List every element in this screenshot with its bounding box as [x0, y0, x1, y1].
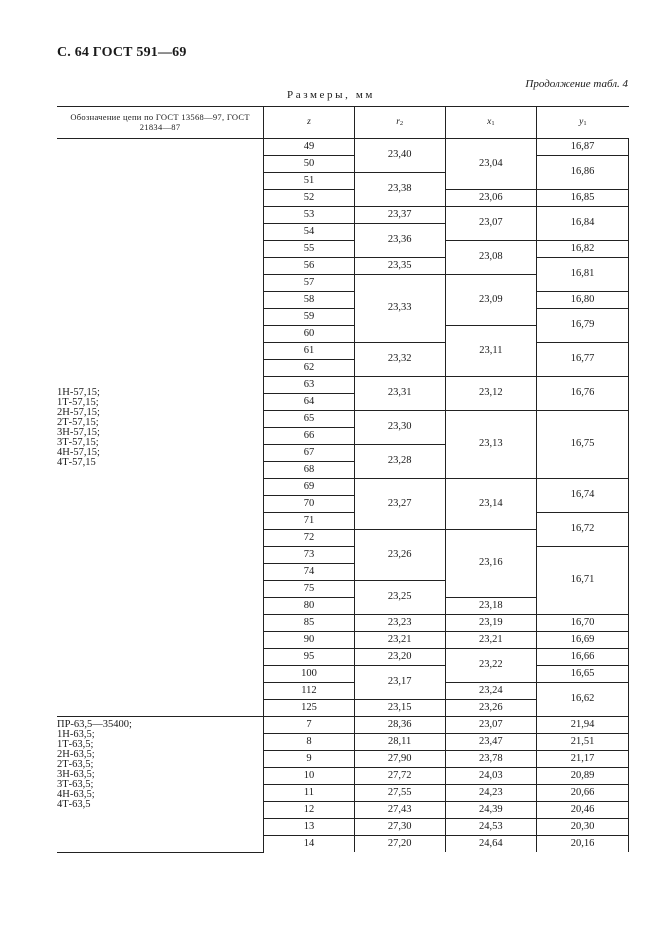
- column-header-z-symbol: z: [307, 117, 311, 128]
- r2-cell: 27,30: [354, 819, 445, 836]
- r2-cell: 23,17: [354, 666, 445, 700]
- z-cell: 12: [264, 802, 355, 819]
- chain-designation: 4Т-63,5: [57, 799, 91, 810]
- x1-cell: 23,22: [445, 649, 537, 683]
- z-cell: 64: [264, 394, 355, 411]
- x1-cell: 23,16: [445, 530, 537, 598]
- y1-cell: 16,72: [537, 513, 629, 547]
- x1-cell: 23,07: [445, 717, 537, 734]
- y1-cell: 16,74: [537, 479, 629, 513]
- z-cell: 72: [264, 530, 355, 547]
- table-row: [57, 717, 629, 734]
- x1-cell: 23,21: [445, 632, 537, 649]
- z-cell: 75: [264, 581, 355, 598]
- z-cell: 53: [264, 207, 355, 224]
- r2-cell: 27,20: [354, 836, 445, 853]
- x1-cell: 23,47: [445, 734, 537, 751]
- y1-cell: 21,94: [537, 717, 629, 734]
- column-header-y1: [537, 107, 629, 139]
- z-cell: 70: [264, 496, 355, 513]
- r2-cell: 28,36: [354, 717, 445, 734]
- z-cell: 62: [264, 360, 355, 377]
- chain-designation: 2Н-63,5;: [57, 749, 95, 760]
- table-body: [57, 139, 629, 853]
- x1-cell: 23,78: [445, 751, 537, 768]
- chain-designation: 2Т-63,5;: [57, 759, 94, 770]
- y1-cell: 21,51: [537, 734, 629, 751]
- x1-cell: 24,23: [445, 785, 537, 802]
- r2-cell: 23,15: [354, 700, 445, 717]
- chain-designation: 3Н-63,5;: [57, 769, 95, 780]
- r2-cell: 23,33: [354, 275, 445, 343]
- r2-cell: 27,72: [354, 768, 445, 785]
- z-cell: 10: [264, 768, 355, 785]
- table-header-row: [57, 107, 629, 139]
- x1-cell: 23,11: [445, 326, 537, 377]
- column-header-y1-symbol: y: [579, 117, 584, 128]
- z-cell: 69: [264, 479, 355, 496]
- z-cell: 71: [264, 513, 355, 530]
- z-cell: 9: [264, 751, 355, 768]
- chain-designation: ПР-63,5—35400;: [57, 719, 132, 730]
- x1-cell: 24,39: [445, 802, 537, 819]
- x1-cell: 23,09: [445, 275, 537, 326]
- y1-cell: 20,66: [537, 785, 629, 802]
- chain-designation: 1Н-63,5;: [57, 729, 95, 740]
- r2-cell: 23,28: [354, 445, 445, 479]
- z-cell: 14: [264, 836, 355, 853]
- z-cell: 125: [264, 700, 355, 717]
- r2-cell: 23,30: [354, 411, 445, 445]
- r2-cell: 23,23: [354, 615, 445, 632]
- x1-cell: 23,06: [445, 190, 537, 207]
- z-cell: 59: [264, 309, 355, 326]
- chain-designation-cell: [57, 717, 264, 853]
- z-cell: 73: [264, 547, 355, 564]
- y1-cell: 21,17: [537, 751, 629, 768]
- column-header-x1-index: 1: [491, 120, 495, 128]
- z-cell: 54: [264, 224, 355, 241]
- z-cell: 61: [264, 343, 355, 360]
- column-header-y1-index: 1: [583, 120, 587, 128]
- z-cell: 63: [264, 377, 355, 394]
- x1-cell: 23,14: [445, 479, 537, 530]
- r2-cell: 27,90: [354, 751, 445, 768]
- y1-cell: 16,77: [537, 343, 629, 377]
- y1-cell: 20,16: [537, 836, 629, 853]
- chain-designation: 4Н-57,15;: [57, 446, 100, 458]
- chain-designation: 1Т-57,15;: [57, 396, 99, 408]
- z-cell: 95: [264, 649, 355, 666]
- z-cell: 13: [264, 819, 355, 836]
- r2-cell: 23,37: [354, 207, 445, 224]
- r2-cell: 23,40: [354, 139, 445, 173]
- z-cell: 68: [264, 462, 355, 479]
- y1-cell: 16,66: [537, 649, 629, 666]
- z-cell: 52: [264, 190, 355, 207]
- z-cell: 60: [264, 326, 355, 343]
- x1-cell: 23,12: [445, 377, 537, 411]
- z-cell: 112: [264, 683, 355, 700]
- z-cell: 56: [264, 258, 355, 275]
- y1-cell: 20,30: [537, 819, 629, 836]
- y1-cell: 16,69: [537, 632, 629, 649]
- x1-cell: 23,24: [445, 683, 537, 700]
- y1-cell: 16,87: [537, 139, 629, 156]
- y1-cell: 20,89: [537, 768, 629, 785]
- r2-cell: 23,27: [354, 479, 445, 530]
- chain-designation: 2Т-57,15;: [57, 416, 99, 428]
- x1-cell: 24,64: [445, 836, 537, 853]
- column-header-x1-symbol: x: [487, 117, 492, 128]
- z-cell: 65: [264, 411, 355, 428]
- z-cell: 50: [264, 156, 355, 173]
- column-header-z: [264, 107, 355, 139]
- y1-cell: 16,82: [537, 241, 629, 258]
- chain-designation-cell: [57, 139, 264, 717]
- y1-cell: 16,84: [537, 207, 629, 241]
- z-cell: 85: [264, 615, 355, 632]
- x1-cell: 24,03: [445, 768, 537, 785]
- z-cell: 80: [264, 598, 355, 615]
- y1-cell: 16,86: [537, 156, 629, 190]
- z-cell: 100: [264, 666, 355, 683]
- z-cell: 11: [264, 785, 355, 802]
- x1-cell: 23,04: [445, 139, 537, 190]
- chain-designation: 1Н-57,15;: [57, 386, 100, 398]
- z-cell: 55: [264, 241, 355, 258]
- z-cell: 58: [264, 292, 355, 309]
- column-header-r2: [354, 107, 445, 139]
- column-header-r2-symbol: r: [396, 117, 400, 128]
- x1-cell: 23,18: [445, 598, 537, 615]
- z-cell: 57: [264, 275, 355, 292]
- x1-cell: 23,26: [445, 700, 537, 717]
- page-title: С. 64 ГОСТ 591—69: [57, 45, 187, 60]
- chain-designation: 3Т-63,5;: [57, 779, 94, 790]
- y1-cell: 16,79: [537, 309, 629, 343]
- sizes-caption: Размеры, мм: [287, 89, 375, 101]
- y1-cell: 16,62: [537, 683, 629, 717]
- r2-cell: 23,25: [354, 581, 445, 615]
- r2-cell: 23,36: [354, 224, 445, 258]
- r2-cell: 23,35: [354, 258, 445, 275]
- z-cell: 51: [264, 173, 355, 190]
- x1-cell: 23,13: [445, 411, 537, 479]
- x1-cell: 23,07: [445, 207, 537, 241]
- z-cell: 8: [264, 734, 355, 751]
- y1-cell: 16,85: [537, 190, 629, 207]
- r2-cell: 27,55: [354, 785, 445, 802]
- y1-cell: 16,76: [537, 377, 629, 411]
- r2-cell: 23,21: [354, 632, 445, 649]
- chain-designation: 4Н-63,5;: [57, 789, 95, 800]
- r2-cell: 23,32: [354, 343, 445, 377]
- chain-designation: 4Т-57,15: [57, 456, 96, 468]
- y1-cell: 16,75: [537, 411, 629, 479]
- chain-designation: 3Н-57,15;: [57, 426, 100, 438]
- table-continuation-note: Продолжение табл. 4: [525, 78, 628, 90]
- y1-cell: 16,80: [537, 292, 629, 309]
- z-cell: 49: [264, 139, 355, 156]
- x1-cell: 23,19: [445, 615, 537, 632]
- y1-cell: 16,81: [537, 258, 629, 292]
- z-cell: 74: [264, 564, 355, 581]
- r2-cell: 27,43: [354, 802, 445, 819]
- y1-cell: 16,70: [537, 615, 629, 632]
- column-header-designation: Обозначение цепи по ГОСТ 13568—97, ГОСТ 21834—87: [57, 107, 264, 139]
- chain-designation: 3Т-57,15;: [57, 436, 99, 448]
- dimensions-table: [57, 106, 629, 853]
- r2-cell: 23,26: [354, 530, 445, 581]
- r2-cell: 23,38: [354, 173, 445, 207]
- z-cell: 67: [264, 445, 355, 462]
- y1-cell: 20,46: [537, 802, 629, 819]
- z-cell: 90: [264, 632, 355, 649]
- column-header-r2-index: 2: [399, 120, 404, 128]
- x1-cell: 23,08: [445, 241, 537, 275]
- column-header-x1: [445, 107, 537, 139]
- r2-cell: 23,20: [354, 649, 445, 666]
- r2-cell: 23,31: [354, 377, 445, 411]
- x1-cell: 24,53: [445, 819, 537, 836]
- y1-cell: 16,71: [537, 547, 629, 615]
- y1-cell: 16,65: [537, 666, 629, 683]
- z-cell: 7: [264, 717, 355, 734]
- chain-designation: 2Н-57,15;: [57, 406, 100, 418]
- z-cell: 66: [264, 428, 355, 445]
- r2-cell: 28,11: [354, 734, 445, 751]
- chain-designation: 1Т-63,5;: [57, 739, 94, 750]
- table-row: [57, 139, 629, 156]
- dimensions-table-container: [57, 106, 629, 853]
